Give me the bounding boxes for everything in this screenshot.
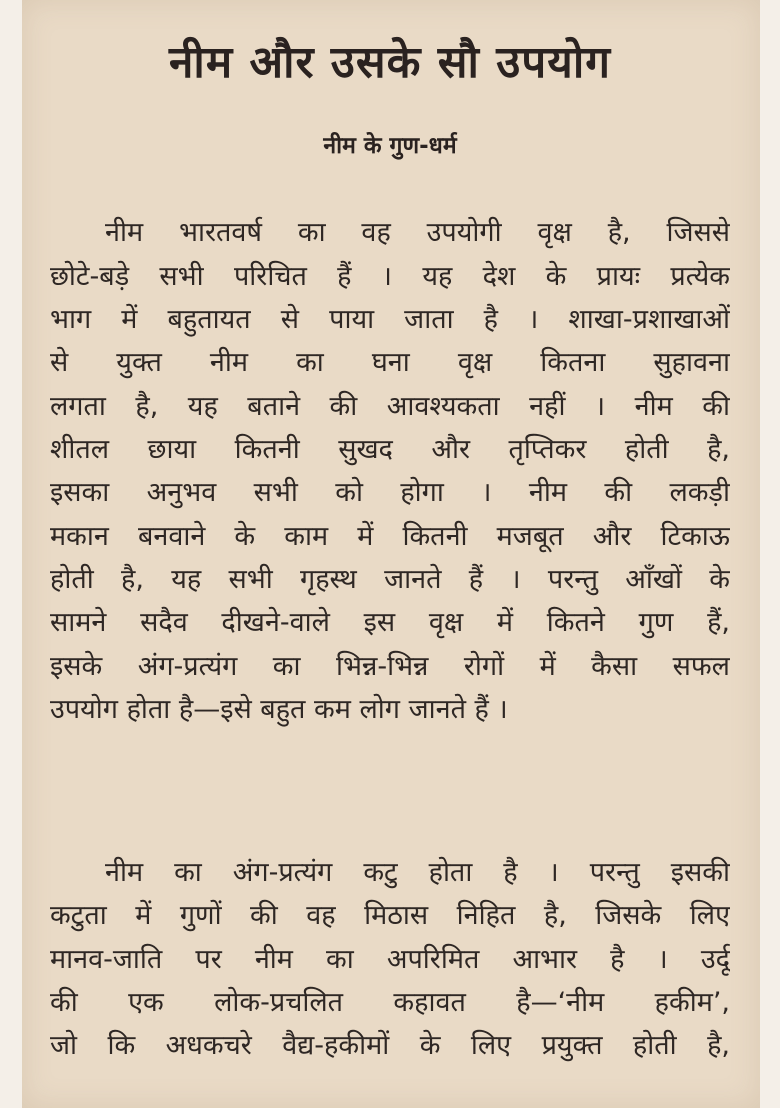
text-line: होती है, यह सभी गृहस्थ जानते हैं । परन्तु आँखों के (50, 564, 730, 595)
text-line: इसका अनुभव सभी को होगा । नीम की लकड़ी (50, 477, 730, 508)
text-line: सामने सदैव दीखने-वाले इस वृक्ष में कितने गुण हैं, (50, 607, 730, 638)
text-line: कटुता में गुणों की वह मिठास निहित है, जिसके लिए (50, 900, 730, 931)
text-line: भाग में बहुतायत से पाया जाता है । शाखा-प्रशाखाओं (50, 304, 730, 335)
text-line: उपयोग होता है—इसे बहुत कम लोग जानते हैं । (50, 694, 508, 725)
text-line: इसके अंग-प्रत्यंग का भिन्न-भिन्न रोगों में कैसा सफल (50, 651, 730, 682)
text-line: नीम का अंग-प्रत्यंग कटु होता है । परन्तु इसकी (105, 857, 730, 888)
text-line: छोटे-बड़े सभी परिचित हैं । यह देश के प्रायः प्रत्येक (50, 261, 730, 292)
page-title: नीम और उसके सौ उपयोग (169, 37, 611, 88)
text-line: से युक्त नीम का घना वृक्ष कितना सुहावना (50, 347, 730, 378)
text-line: मकान बनवाने के काम में कितनी मजबूत और टिकाऊ (50, 521, 730, 552)
text-line: मानव-जाति पर नीम का अपरिमित आभार है । उर्दू (50, 944, 730, 975)
text-line: की एक लोक-प्रचलित कहावत है—‘नीम हकीम’, (50, 987, 730, 1018)
section-subtitle: नीम के गुण-धर्म (323, 133, 457, 159)
text-line: जो कि अधकचरे वैद्य-हकीमों के लिए प्रयुक्त होती है, (50, 1030, 730, 1061)
text-line: नीम भारतवर्ष का वह उपयोगी वृक्ष है, जिससे (105, 217, 730, 248)
text-line: लगता है, यह बताने की आवश्यकता नहीं । नीम की (50, 391, 730, 422)
text-line: शीतल छाया कितनी सुखद और तृप्तिकर होती है, (50, 434, 730, 465)
